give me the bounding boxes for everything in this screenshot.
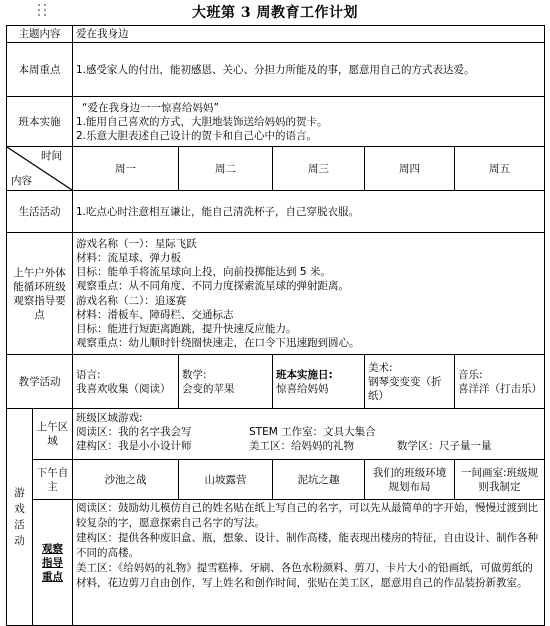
day-thursday: 周四 bbox=[365, 147, 455, 191]
focus-row bbox=[7, 43, 545, 97]
morning-area-label: 上午区域 bbox=[33, 409, 73, 460]
teaching-subject: 数学: bbox=[182, 368, 207, 381]
teaching-tuesday bbox=[179, 355, 273, 409]
outdoor-value bbox=[73, 233, 545, 355]
teaching-topic: 惊喜给妈妈 bbox=[276, 382, 329, 395]
observe-line: 建构区：提供各种废旧盒、瓶，想象、设计、制作高楼，能表现出楼房的特征，自由设计、制作各种不同的高楼。 bbox=[76, 532, 538, 559]
teaching-topic: 我喜欢收集（阅读） bbox=[76, 382, 171, 395]
focus-value: 1.感受家人的付出，能初感恩、关心、分担力所能及的事，愿意用自己的方式表达爱。 bbox=[73, 43, 545, 97]
outdoor-line: 游戏名称（二）：追逐赛 bbox=[76, 294, 187, 307]
class-activity-value bbox=[73, 97, 545, 147]
class-activity-line: 2.乐意大胆表述自己设计的贺卡和自己心中的语言。 bbox=[76, 129, 318, 142]
theme-row bbox=[7, 26, 545, 43]
outdoor-line: 观察重点：幼儿顺时针绕圈快速走，在口令下迅速跑到圆心。 bbox=[76, 337, 360, 350]
life-value: 1.吃点心时注意相互谦让，能自己清洗杯子，自己穿脱衣服。 bbox=[73, 191, 545, 233]
day-monday: 周一 bbox=[73, 147, 179, 191]
outdoor-line: 目标：能进行短距离跑跳，提升快速反应能力。 bbox=[76, 322, 297, 335]
observe-value bbox=[73, 500, 545, 626]
teaching-wednesday bbox=[273, 355, 365, 409]
observe-line: 阅读区：鼓励幼儿模仿自己的姓名贴在纸上写自己的名字，可以先从最简单的字开始，慢慢过渡到比较复杂的字，愿意探索自己名字的写法。 bbox=[76, 502, 538, 529]
outdoor-label: 上午户外体能循环班级观察指导要点 bbox=[7, 233, 73, 355]
observe-row bbox=[7, 500, 545, 626]
outdoor-line: 目标：能单手将流星球向上投，向前投掷能达到 5 米。 bbox=[76, 266, 331, 279]
teaching-row bbox=[7, 355, 545, 409]
outdoor-line: 观察重点：从不同角度、不同力度探索流星球的弹射距离。 bbox=[76, 280, 349, 293]
morning-area-row bbox=[7, 409, 545, 460]
game-activity-label bbox=[7, 409, 33, 626]
observe-label: 观察指导重点 bbox=[33, 500, 73, 626]
teaching-subject: 语言: bbox=[76, 368, 101, 381]
teaching-thursday bbox=[365, 355, 455, 409]
afternoon-wednesday: 泥坑之趣 bbox=[273, 460, 365, 500]
plan-table bbox=[6, 25, 545, 626]
teaching-subject: 班本实施日: bbox=[276, 368, 333, 381]
morning-area-item: STEM 工作室：文具大集合 bbox=[249, 426, 376, 438]
afternoon-label: 下午自主 bbox=[33, 460, 73, 500]
teaching-topic: 会变的苹果 bbox=[182, 382, 235, 395]
day-wednesday: 周三 bbox=[273, 147, 365, 191]
day-friday: 周五 bbox=[455, 147, 545, 191]
day-header-row bbox=[7, 147, 545, 191]
outdoor-row bbox=[7, 233, 545, 355]
morning-area-item: 建构区：我是小小设计师 bbox=[76, 440, 192, 452]
morning-area-item: 美工区：给妈妈的礼物 bbox=[249, 440, 354, 452]
class-activity-line: 1.能用自己喜欢的方式，大胆地装饰送给妈妈的贺卡。 bbox=[76, 115, 328, 128]
page-title: 大班第 3 周教育工作计划 bbox=[192, 5, 358, 21]
afternoon-friday: 一间画室:班级规则我制定 bbox=[455, 460, 545, 500]
morning-area-title: 班级区域游戏: bbox=[76, 412, 143, 424]
diagonal-header-cell bbox=[7, 147, 73, 191]
life-label: 生活活动 bbox=[7, 191, 73, 233]
morning-area-value bbox=[73, 409, 545, 460]
outdoor-line: 游戏名称（一）：星际飞跃 bbox=[76, 237, 197, 250]
afternoon-monday: 沙池之战 bbox=[73, 460, 179, 500]
theme-label: 主题内容 bbox=[7, 26, 73, 43]
teaching-monday bbox=[73, 355, 179, 409]
teaching-label: 教学活动 bbox=[7, 355, 73, 409]
life-row bbox=[7, 191, 545, 233]
teaching-topic: 钢琴变变变（折纸） bbox=[368, 375, 442, 402]
class-activity-line: “爱在我身边一一惊喜给妈妈” bbox=[82, 101, 219, 114]
morning-area-item: 阅读区：我的名字我会写 bbox=[76, 426, 192, 438]
outdoor-line: 材料：滑板车、障碍栏、交通标志 bbox=[76, 308, 234, 321]
morning-area-item: 数学区：尺子量一量 bbox=[397, 440, 492, 452]
teaching-subject: 音乐: bbox=[458, 368, 483, 381]
corner-time-label: 时间 bbox=[41, 150, 62, 162]
class-activity-label: 班本实施 bbox=[7, 97, 73, 147]
observe-line: 美工区：《给妈妈的礼物》提雪糕棒、牙刷、各色水粉颜料、剪刀、卡片大小的铅画纸，可做剪纸的材料，花边剪刀自由创作，写上姓名和创作时间，张贴在美工区，愿意用自己的作品装扮新教室。 bbox=[76, 562, 533, 589]
afternoon-row bbox=[7, 460, 545, 500]
teaching-subject: 美术: bbox=[368, 361, 393, 374]
focus-label: 本周重点 bbox=[7, 43, 73, 97]
teaching-topic: 喜洋洋（打击乐） bbox=[458, 382, 542, 395]
outdoor-line: 材料：流星球、弹力板 bbox=[76, 251, 181, 264]
class-activity-row bbox=[7, 97, 545, 147]
corner-content-label: 内容 bbox=[11, 175, 32, 187]
theme-value: 爱在我身边 bbox=[73, 26, 545, 43]
afternoon-thursday: 我们的班级环境规划布局 bbox=[365, 460, 455, 500]
day-tuesday: 周二 bbox=[179, 147, 273, 191]
afternoon-tuesday: 山坡露营 bbox=[179, 460, 273, 500]
game-activity-label-text: 游戏活动 bbox=[14, 487, 25, 547]
teaching-friday bbox=[455, 355, 545, 409]
